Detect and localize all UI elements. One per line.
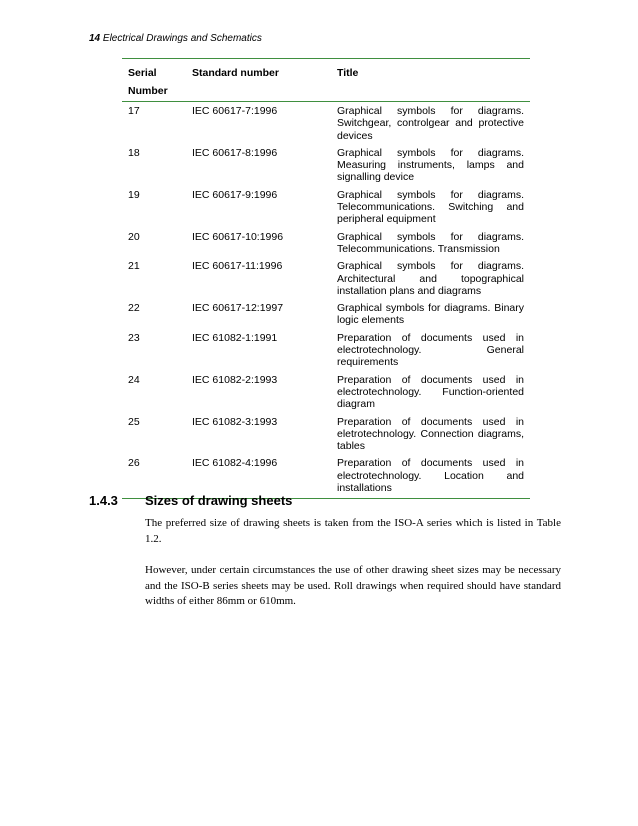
body-paragraph: The preferred size of drawing sheets is taken from the ISO-A series which is listed in Table 1.2. — [145, 517, 561, 545]
cell-standard: IEC 60617-8:1996 — [192, 146, 278, 159]
cell-standard: IEC 61082-4:1996 — [192, 454, 337, 498]
body-paragraph: However, under certain circumstances the use of other drawing sheet sizes may be necessary and the ISO-B series sheets may be used. Roll drawings when required should have standard widths of either 86mm or 610mm. — [145, 564, 561, 607]
cell-standard: IEC 60617-10:1996 — [192, 230, 284, 243]
cell-serial: 19 — [128, 188, 140, 201]
cell-serial: 18 — [128, 146, 140, 159]
table-row — [122, 144, 530, 186]
section-number: 1.4.3 — [89, 493, 118, 508]
cell-title: Graphical symbols for diagrams. Switchgear, controlgear and protective devices — [337, 105, 524, 142]
page-number: 14 — [89, 33, 101, 44]
header-serial: Serial — [122, 59, 192, 84]
cell-title: Preparation of documents used in eletrotechnology. Connection diagrams, tables — [337, 415, 524, 453]
cell-serial: 23 — [128, 331, 140, 344]
header-blank — [192, 83, 337, 102]
header-blank — [337, 83, 530, 102]
cell-title: Preparation of documents used in electrotechnology. General requirements — [337, 331, 524, 369]
cell-title: Graphical symbols for diagrams. Telecommunications. Switching and peripheral equipment — [337, 188, 524, 226]
header-title: Title — [337, 59, 530, 84]
cell-serial: 20 — [128, 230, 140, 243]
cell-title: Preparation of documents used in electrotechnology. Location and installations — [337, 454, 530, 498]
table-row — [122, 186, 530, 228]
running-head — [89, 33, 262, 44]
table-row — [122, 257, 530, 299]
table-row — [122, 228, 530, 258]
table-row — [122, 299, 530, 329]
cell-standard: IEC 61082-1:1991 — [192, 331, 278, 344]
cell-serial: 21 — [128, 260, 140, 273]
cell-standard: IEC 60617-11:1996 — [192, 260, 283, 273]
cell-title: Graphical symbols for diagrams. Architectural and topographical installation plans and diagrams — [337, 260, 524, 297]
cell-standard: IEC 61082-2:1993 — [192, 373, 278, 386]
cell-standard: IEC 61082-3:1993 — [192, 415, 278, 428]
cell-standard: IEC 60617-12:1997 — [192, 302, 284, 315]
standards-table — [122, 58, 530, 499]
cell-serial: 25 — [128, 415, 140, 428]
header-serial-number: Number — [122, 83, 192, 102]
cell-serial: 17 — [128, 105, 140, 117]
cell-standard: IEC 60617-9:1996 — [192, 188, 278, 201]
cell-title: Preparation of documents used in electrotechnology. Function-oriented diagram — [337, 373, 524, 411]
table-row — [122, 102, 530, 144]
header-standard-number: Standard number — [192, 59, 337, 84]
table-row — [122, 329, 530, 371]
cell-serial: 22 — [128, 302, 140, 315]
cell-serial: 24 — [128, 373, 140, 386]
cell-standard: IEC 60617-7:1996 — [192, 105, 278, 117]
table-row — [122, 413, 530, 455]
section-title: Sizes of drawing sheets — [145, 493, 293, 508]
cell-title: Graphical symbols for diagrams. Binary logic elements — [337, 302, 524, 327]
cell-serial: 26 — [122, 454, 192, 498]
cell-title: Graphical symbols for diagrams. Measuring instruments, lamps and signalling device — [337, 146, 524, 184]
table-row — [122, 371, 530, 413]
cell-title: Graphical symbols for diagrams. Telecommunications. Transmission — [337, 230, 524, 255]
running-head-title: Electrical Drawings and Schematics — [102, 33, 262, 44]
